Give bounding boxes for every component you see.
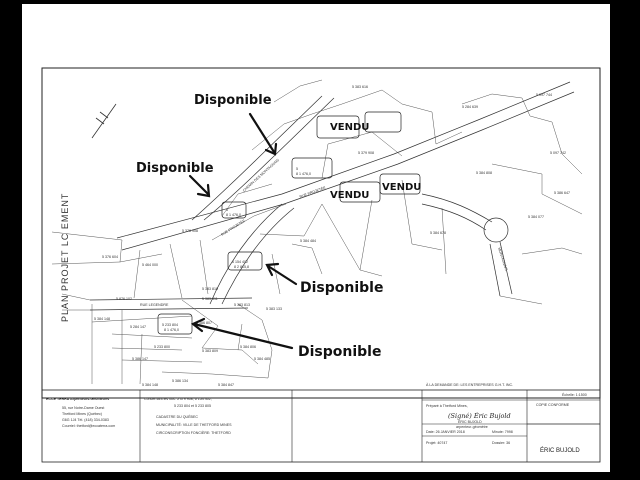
- svg-text:5 384 485: 5 384 485: [254, 357, 270, 361]
- street-projetee-1: RUE PROJETÉE: [298, 185, 327, 199]
- svg-text:5 284 147: 5 284 147: [130, 325, 146, 329]
- demande: À LA DEMANDE DE: LES ENTREPRISES G.H.T. INC.: [426, 383, 514, 387]
- annotation-vendu-1: VENDU: [330, 122, 370, 133]
- lots-concerned-2: 5 233 804 et 5 233 805: [174, 404, 211, 408]
- svg-text:5 386 807: 5 386 807: [196, 321, 212, 325]
- lot-box-vendu-2: [365, 112, 401, 132]
- svg-text:8 2 815,8: 8 2 815,8: [234, 265, 249, 269]
- projet: Projet: 40747: [426, 441, 448, 445]
- svg-text:5 383 809: 5 383 809: [202, 349, 218, 353]
- svg-text:5 384 678: 5 384 678: [430, 231, 446, 235]
- signer: ÉRIC BUJOLD: [458, 420, 482, 424]
- svg-text:5 384 077: 5 384 077: [528, 215, 544, 219]
- dossier: Dossier: 36: [492, 441, 511, 445]
- copie-conforme: COPIE CONFORME: [536, 403, 570, 407]
- street-projetee-2: RUE PROJETÉE: [220, 218, 246, 237]
- svg-text:5 876 102: 5 876 102: [116, 297, 132, 301]
- echelle: Échelle: 1:1500: [562, 393, 587, 397]
- svg-text:5 464 000: 5 464 000: [142, 263, 158, 267]
- svg-text:5 233 804: 5 233 804: [162, 323, 178, 327]
- cadastre: CADASTRE DU QUÉBEC: [156, 415, 198, 419]
- street-legendre: RUE LEGENDRE: [140, 303, 169, 307]
- street-montagnais: MONTAGNAIS: [497, 247, 509, 272]
- svg-text:5 384 148: 5 384 148: [94, 317, 110, 321]
- svg-text:5 383 813: 5 383 813: [234, 303, 250, 307]
- svg-text:5 386 647: 5 386 647: [554, 191, 570, 195]
- svg-text:5 384 148: 5 384 148: [142, 383, 158, 387]
- annotation-disponible-2: Disponible: [136, 161, 214, 176]
- annotation-arrows: [190, 114, 296, 348]
- minute: Minute: 7998: [492, 430, 513, 434]
- svg-text:5 386 134: 5 386 134: [172, 379, 188, 383]
- svg-text:5 376 908: 5 376 908: [182, 229, 198, 233]
- signer-title: arpenteur-géomètre: [456, 425, 488, 429]
- north-arrow-icon: [92, 104, 116, 138]
- annotation-disponible-1: Disponible: [194, 93, 272, 108]
- svg-text:5: 5: [296, 167, 298, 171]
- svg-text:5 383 133: 5 383 133: [266, 307, 282, 311]
- lots-concerned: Concernant les lots: 5 379 908, 6 154 402,: [144, 397, 212, 401]
- svg-text:5 383 810: 5 383 810: [202, 287, 218, 291]
- svg-text:5 384 808: 5 384 808: [476, 171, 492, 175]
- address-line-1: 55, rue Notre-Dame Ouest: [62, 406, 105, 410]
- road-montagnais-east: [422, 194, 512, 296]
- svg-text:5 384 806: 5 384 806: [240, 345, 256, 349]
- svg-text:5 097 742: 5 097 742: [550, 151, 566, 155]
- svg-text:5 384 484: 5 384 484: [300, 239, 316, 243]
- svg-text:5 379 908: 5 379 908: [358, 151, 374, 155]
- company-name: ECCE TERRA Arpenteurs-Géomètres: [46, 397, 110, 401]
- stamp: ÉRIC BUJOLD: [540, 448, 580, 454]
- plan-drawing: [22, 4, 610, 472]
- signature: (Signé) Éric Bujold: [448, 412, 511, 420]
- annotation-vendu-3: VENDU: [382, 182, 422, 193]
- circonscription: CIRCONSCRIPTION FONCIÈRE: THETFORD: [156, 431, 231, 435]
- svg-text:8 1 476,0: 8 1 476,0: [164, 328, 179, 332]
- annotation-disponible-3: Disponible: [300, 280, 384, 296]
- annotation-vendu-2: VENDU: [330, 190, 370, 201]
- address-line-2: Thetford Mines (Québec): [62, 412, 102, 416]
- address-line-3: G6G 1J4 Tél. (418) 334-0383: [62, 418, 109, 422]
- svg-text:8 1 476,0: 8 1 476,0: [296, 172, 311, 176]
- lot-boxes: [158, 112, 420, 334]
- side-title: PLAN PROJET LC EMENT: [60, 192, 70, 322]
- svg-text:5 233 800: 5 233 800: [154, 345, 170, 349]
- svg-text:5 284 639: 5 284 639: [462, 105, 478, 109]
- svg-text:5 097 744: 5 097 744: [536, 93, 552, 97]
- title-block: [46, 383, 587, 454]
- svg-text:5 384 847: 5 384 847: [218, 383, 234, 387]
- prepared: Préparé à Thetford Mines,: [426, 404, 468, 408]
- road-rue-projetee-2: [210, 204, 294, 304]
- date: Date: 26 JANVIER 2018: [426, 430, 465, 434]
- svg-text:5: 5: [226, 208, 228, 212]
- survey-plan-sheet: [22, 4, 610, 472]
- title-block-frame: [42, 390, 600, 462]
- annotation-disponible-4: Disponible: [298, 344, 382, 360]
- svg-text:6 154 402: 6 154 402: [232, 260, 248, 264]
- street-chemin: CHEMIN DES MONTAGNAIS: [241, 158, 280, 193]
- road-rue-legendre: [90, 298, 252, 310]
- svg-text:8 1 476,0: 8 1 476,0: [226, 213, 241, 217]
- svg-text:5 376 604: 5 376 604: [102, 255, 118, 259]
- email: Courriel: thetford@eccaterra.com: [62, 424, 116, 428]
- svg-text:5 386 147: 5 386 147: [132, 357, 148, 361]
- svg-text:5 383 811: 5 383 811: [202, 297, 218, 301]
- svg-text:5 383 616: 5 383 616: [352, 85, 368, 89]
- municipalite: MUNICIPALITÉ: VILLE DE THETFORD MINES: [156, 423, 232, 427]
